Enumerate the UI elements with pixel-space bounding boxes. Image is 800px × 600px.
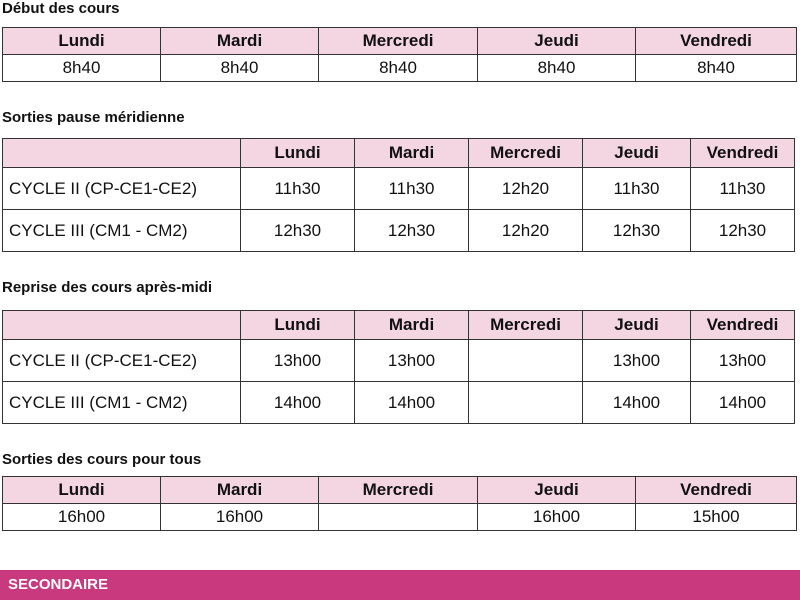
time-cell: 14h00 xyxy=(355,382,469,424)
day-header-vendredi: Vendredi xyxy=(636,477,797,504)
time-cell: 11h30 xyxy=(691,168,795,210)
day-header-mardi: Mardi xyxy=(355,311,469,340)
table-debut-des-cours xyxy=(2,27,797,82)
time-cell: 11h30 xyxy=(583,168,691,210)
table-sorties-des-cours xyxy=(2,476,797,531)
day-header-mercredi: Mercredi xyxy=(469,311,583,340)
section-title-reprise: Reprise des cours après-midi xyxy=(2,279,213,296)
table-row xyxy=(3,504,797,531)
time-cell: 11h30 xyxy=(355,168,469,210)
day-header-lundi: Lundi xyxy=(3,477,161,504)
time-cell: 12h30 xyxy=(691,210,795,252)
day-header-mercredi: Mercredi xyxy=(469,139,583,168)
time-cell: 16h00 xyxy=(161,504,319,531)
day-header-vendredi: Vendredi xyxy=(691,139,795,168)
time-cell: 12h20 xyxy=(469,210,583,252)
time-cell: 8h40 xyxy=(161,55,319,82)
table-header-row xyxy=(3,139,795,168)
day-header-mardi: Mardi xyxy=(161,477,319,504)
time-cell: 15h00 xyxy=(636,504,797,531)
row-label-cycle-ii: CYCLE II (CP-CE1-CE2) xyxy=(3,168,241,210)
row-label-cycle-ii: CYCLE II (CP-CE1-CE2) xyxy=(3,340,241,382)
time-cell: 8h40 xyxy=(636,55,797,82)
day-header-jeudi: Jeudi xyxy=(583,311,691,340)
time-cell: 14h00 xyxy=(691,382,795,424)
section-title-sorties-tous: Sorties des cours pour tous xyxy=(2,451,202,468)
table-header-row xyxy=(3,28,797,55)
time-cell xyxy=(469,382,583,424)
time-cell: 14h00 xyxy=(583,382,691,424)
day-header-mardi: Mardi xyxy=(355,139,469,168)
day-header-jeudi: Jeudi xyxy=(478,28,636,55)
time-cell: 11h30 xyxy=(241,168,355,210)
day-header-lundi: Lundi xyxy=(241,139,355,168)
time-cell: 16h00 xyxy=(478,504,636,531)
time-cell: 12h30 xyxy=(241,210,355,252)
table-row xyxy=(3,168,795,210)
time-cell: 13h00 xyxy=(355,340,469,382)
time-cell: 8h40 xyxy=(478,55,636,82)
section-title-debut: Début des cours xyxy=(2,0,120,17)
time-cell: 14h00 xyxy=(241,382,355,424)
row-label-cycle-iii: CYCLE III (CM1 - CM2) xyxy=(3,382,241,424)
day-header-lundi: Lundi xyxy=(3,28,161,55)
time-cell: 12h20 xyxy=(469,168,583,210)
day-header-mardi: Mardi xyxy=(161,28,319,55)
time-cell: 8h40 xyxy=(319,55,478,82)
section-title-pause-meridienne: Sorties pause méridienne xyxy=(2,109,185,126)
table-header-row xyxy=(3,477,797,504)
time-cell: 8h40 xyxy=(3,55,161,82)
section-banner-secondaire: SECONDAIRE xyxy=(0,570,800,600)
day-header-mercredi: Mercredi xyxy=(319,477,478,504)
table-row xyxy=(3,340,795,382)
time-cell: 16h00 xyxy=(3,504,161,531)
time-cell: 13h00 xyxy=(691,340,795,382)
corner-cell xyxy=(3,311,241,340)
day-header-lundi: Lundi xyxy=(241,311,355,340)
day-header-vendredi: Vendredi xyxy=(691,311,795,340)
time-cell: 12h30 xyxy=(355,210,469,252)
time-cell: 12h30 xyxy=(583,210,691,252)
day-header-jeudi: Jeudi xyxy=(583,139,691,168)
day-header-vendredi: Vendredi xyxy=(636,28,797,55)
table-reprise-apres-midi xyxy=(2,310,795,424)
time-cell: 13h00 xyxy=(241,340,355,382)
table-row xyxy=(3,382,795,424)
time-cell xyxy=(469,340,583,382)
table-row xyxy=(3,210,795,252)
day-header-jeudi: Jeudi xyxy=(478,477,636,504)
time-cell xyxy=(319,504,478,531)
time-cell: 13h00 xyxy=(583,340,691,382)
corner-cell xyxy=(3,139,241,168)
row-label-cycle-iii: CYCLE III (CM1 - CM2) xyxy=(3,210,241,252)
table-header-row xyxy=(3,311,795,340)
table-pause-meridienne xyxy=(2,138,795,252)
day-header-mercredi: Mercredi xyxy=(319,28,478,55)
table-row xyxy=(3,55,797,82)
